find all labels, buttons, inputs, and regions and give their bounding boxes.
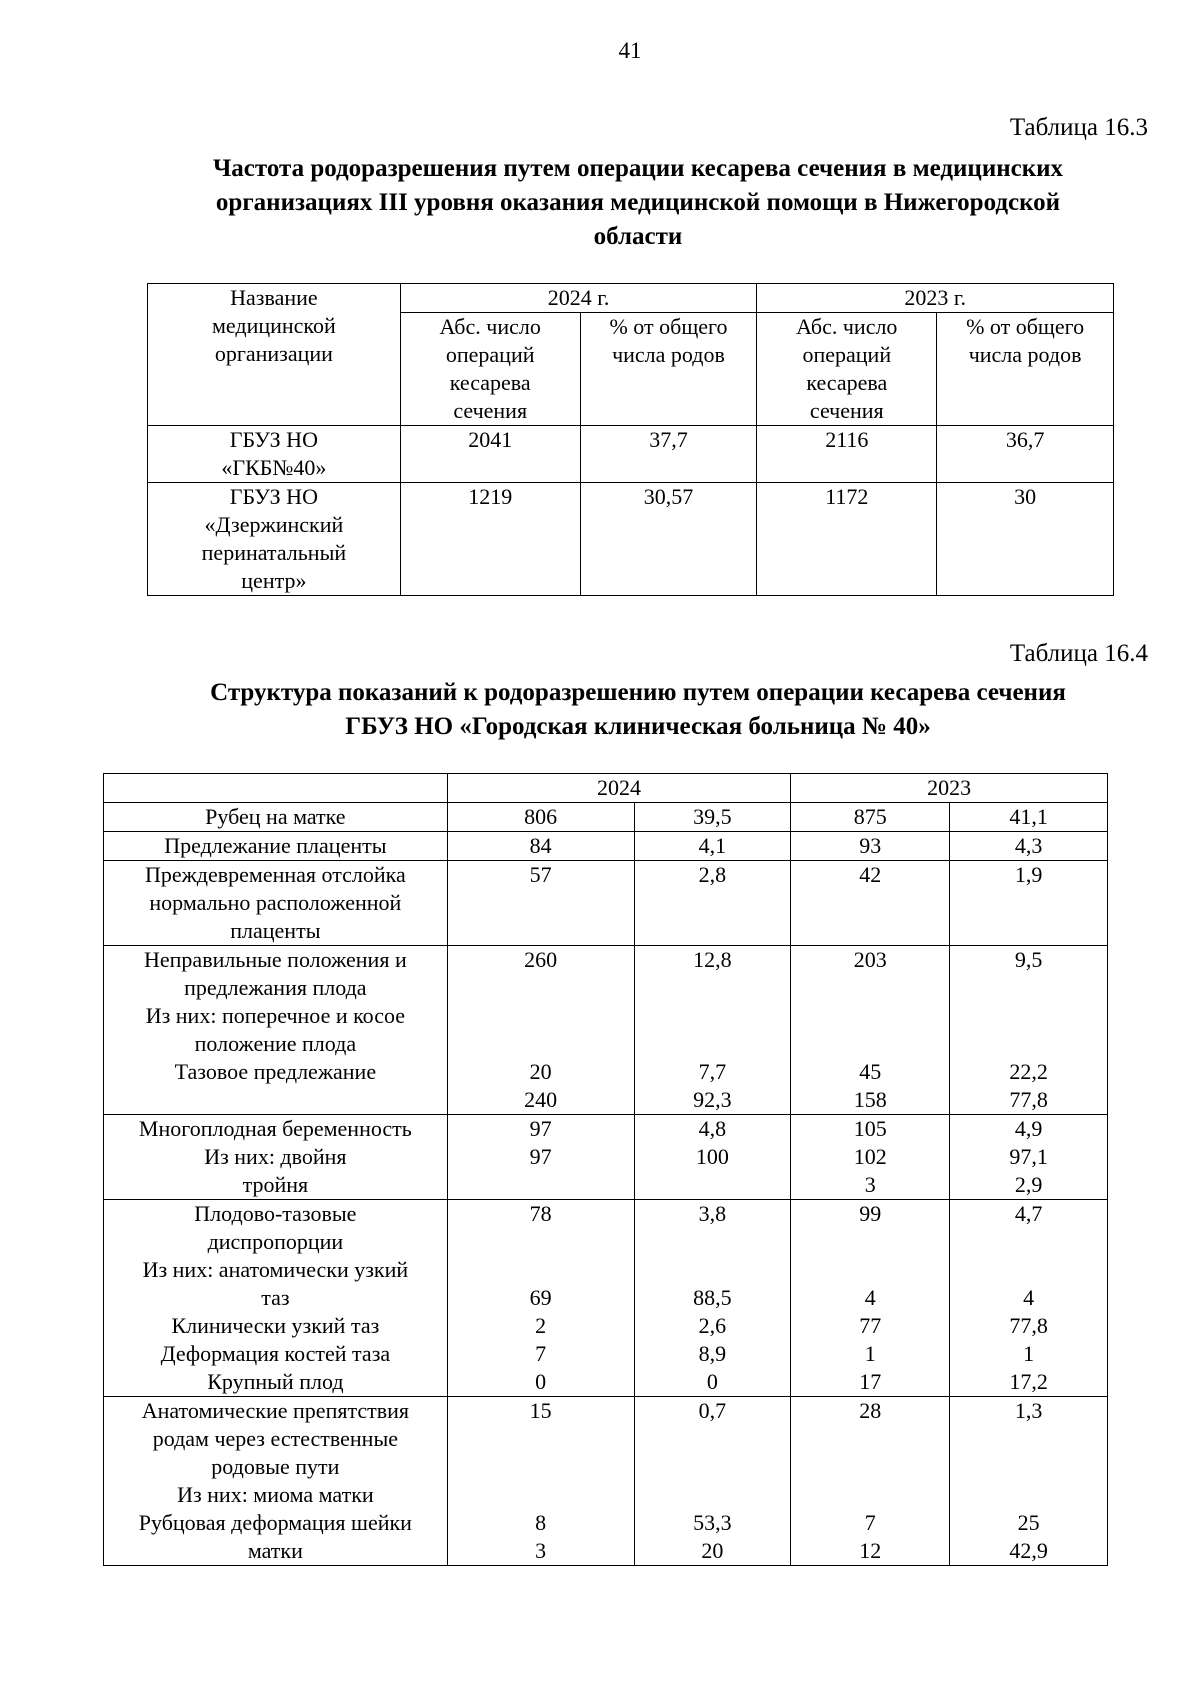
cell-line: 240: [524, 1087, 558, 1112]
cell-line: [954, 1425, 1103, 1453]
cell-line: 77: [859, 1313, 882, 1338]
title-line: области: [593, 223, 683, 250]
indication-cell: [104, 832, 448, 861]
cell-line: 8,9: [698, 1341, 727, 1366]
cell-line: 77,8: [1009, 1087, 1048, 1112]
cell-line: 17: [859, 1369, 882, 1394]
pct-2023-cell: [950, 1115, 1108, 1200]
cell-line: медицинской: [211, 313, 336, 338]
table-row: [104, 832, 1108, 861]
cell-line: [452, 1228, 630, 1256]
cell-line: 97: [529, 1144, 552, 1169]
cell-line: [795, 1030, 945, 1058]
abs-2023-cell: [791, 832, 950, 861]
cell-line: 1: [1023, 1341, 1035, 1366]
cell-line: 69: [529, 1285, 552, 1310]
pct-2023-cell: [950, 1397, 1108, 1566]
cell-line: 1,9: [1014, 862, 1043, 887]
cell-line: [639, 1228, 787, 1256]
cell-line: центр»: [241, 568, 307, 593]
cell-line: 8: [535, 1510, 547, 1535]
cell-line: кесарева: [449, 370, 531, 395]
title-line: организациях III уровня оказания медицинской помощи в Нижегородской: [215, 189, 1061, 216]
cell-line: операций: [445, 342, 535, 367]
cell-line: организации: [214, 341, 333, 366]
cell-line: сечения: [809, 398, 884, 423]
pct-2023-cell: [950, 946, 1108, 1115]
indication-cell: [104, 1115, 448, 1200]
cell-line: ГБУЗ НО: [229, 427, 318, 452]
table-16-3-label: Таблица 16.3: [1009, 114, 1148, 141]
cell-line: 0: [535, 1369, 547, 1394]
cell-line: 875: [853, 804, 887, 829]
cell-line: 25: [1017, 1510, 1040, 1535]
cell-line: операций: [802, 342, 892, 367]
pct-2023-cell: 30: [937, 483, 1114, 596]
cell-line: [639, 1256, 787, 1284]
org-name-cell: [148, 483, 401, 596]
cell-line: 100: [695, 1144, 729, 1169]
cell-line: матки: [247, 1538, 303, 1563]
table-16-4-label: Таблица 16.4: [1009, 640, 1148, 667]
cell-line: Из них: двойня: [204, 1144, 347, 1169]
cell-line: [639, 1453, 787, 1481]
cell-line: 203: [853, 947, 887, 972]
cell-line: «ГКБ№40»: [221, 455, 327, 480]
table-row: [148, 483, 1114, 596]
abs-2023-cell: [791, 803, 950, 832]
cell-line: [452, 974, 630, 1002]
org-name-cell: [148, 426, 401, 483]
cell-line: [452, 1453, 630, 1481]
abs-2024-cell: 2041: [400, 426, 580, 483]
cell-line: родам через естественные: [152, 1426, 399, 1451]
cell-line: 4,9: [1014, 1116, 1043, 1141]
cell-line: 2,9: [1014, 1172, 1043, 1197]
cell-line: 806: [524, 804, 558, 829]
cell-line: Из них: анатомически узкий: [142, 1257, 409, 1282]
cell-line: 22,2: [1009, 1059, 1048, 1084]
cell-line: 9,5: [1014, 947, 1043, 972]
cell-line: Рубцовая деформация шейки: [138, 1510, 412, 1535]
table-row: [148, 426, 1114, 483]
table-16-3-title: [120, 152, 1156, 254]
pct-2023-cell: [950, 832, 1108, 861]
cell-line: 0: [706, 1369, 718, 1394]
table-row: [104, 803, 1108, 832]
cell-line: [954, 1256, 1103, 1284]
cell-line: сечения: [453, 398, 528, 423]
cell-line: [795, 1481, 945, 1509]
pct-2023-cell: [950, 803, 1108, 832]
cell-line: [639, 1171, 787, 1199]
cell-line: % от общего: [966, 314, 1085, 339]
abs-2023-cell: [791, 861, 950, 946]
cell-line: Неправильные положения и: [144, 947, 407, 972]
cell-line: 84: [529, 833, 552, 858]
cell-line: родовые пути: [211, 1454, 340, 1479]
cell-line: таз: [261, 1285, 290, 1310]
cell-line: Абс. число: [796, 314, 898, 339]
title-line: Структура показаний к родоразрешению путем операции кесарева сечения: [210, 679, 1066, 706]
cell-line: 41,1: [1009, 804, 1048, 829]
cell-line: 78: [529, 1201, 552, 1226]
cell-line: плаценты: [230, 918, 321, 943]
cell-line: [954, 1453, 1103, 1481]
cell-line: 2,6: [698, 1313, 727, 1338]
abs-2023-cell: 1172: [757, 483, 937, 596]
header-pct-2023: [937, 313, 1114, 426]
pct-2024-cell: [634, 1397, 791, 1566]
cell-line: [452, 1002, 630, 1030]
header-empty: [104, 774, 448, 803]
cell-line: 7,7: [698, 1059, 727, 1084]
page-number: 41: [618, 38, 642, 63]
cell-line: числа родов: [612, 342, 725, 367]
indication-cell: [104, 946, 448, 1115]
cell-line: Анатомические препятствия: [141, 1398, 410, 1423]
cell-line: [108, 1086, 443, 1114]
cell-line: [795, 1256, 945, 1284]
cell-line: 105: [853, 1116, 887, 1141]
cell-line: Деформация костей таза: [160, 1341, 391, 1366]
indication-cell: [104, 1200, 448, 1397]
pct-2024-cell: [634, 832, 791, 861]
cell-line: [795, 974, 945, 1002]
cell-line: [452, 1171, 630, 1199]
cell-line: 3,8: [698, 1201, 727, 1226]
pct-2024-cell: [634, 1115, 791, 1200]
cell-line: [639, 1425, 787, 1453]
cell-line: 3: [864, 1172, 876, 1197]
abs-2024-cell: [447, 803, 634, 832]
table-row: [104, 946, 1108, 1115]
cell-line: Название: [230, 285, 318, 310]
cell-line: 97,1: [1009, 1144, 1048, 1169]
pct-2023-cell: [950, 1200, 1108, 1397]
abs-2024-cell: [447, 1397, 634, 1566]
cell-line: 57: [529, 862, 552, 887]
cell-line: 1: [864, 1341, 876, 1366]
table-16-4-title: [120, 676, 1156, 744]
cell-line: 2,8: [698, 862, 727, 887]
cell-line: 2: [535, 1313, 547, 1338]
cell-line: 28: [859, 1398, 882, 1423]
cell-line: нормально расположенной: [149, 890, 402, 915]
cell-line: [795, 1425, 945, 1453]
header-year-2023: 2023: [791, 774, 1108, 803]
abs-2024-cell: [447, 1200, 634, 1397]
table-row: [104, 861, 1108, 946]
cell-line: 4,8: [698, 1116, 727, 1141]
cell-line: 45: [859, 1059, 882, 1084]
abs-2023-cell: [791, 1200, 950, 1397]
cell-line: [452, 1030, 630, 1058]
cell-line: 4: [1023, 1285, 1035, 1310]
cell-line: Предлежание плаценты: [164, 833, 387, 858]
cell-line: [452, 1481, 630, 1509]
cell-line: [639, 1481, 787, 1509]
cell-line: 92,3: [693, 1087, 732, 1112]
cell-line: 99: [859, 1201, 882, 1226]
abs-2024-cell: [447, 861, 634, 946]
cell-line: [954, 1228, 1103, 1256]
cell-line: 17,2: [1009, 1369, 1048, 1394]
table-row: [104, 1397, 1108, 1566]
abs-2024-cell: [447, 946, 634, 1115]
indication-cell: [104, 861, 448, 946]
cell-line: 158: [853, 1087, 887, 1112]
header-abs-2023: [757, 313, 937, 426]
cell-line: 0,7: [698, 1398, 727, 1423]
cell-line: 15: [529, 1398, 552, 1423]
cell-line: [954, 1481, 1103, 1509]
cell-line: Многоплодная беременность: [138, 1116, 412, 1141]
pct-2023-cell: 36,7: [937, 426, 1114, 483]
cell-line: 20: [529, 1059, 552, 1084]
cell-line: [795, 1228, 945, 1256]
cell-line: 42,9: [1009, 1538, 1048, 1563]
cell-line: предлежания плода: [184, 975, 367, 1000]
cell-line: 12,8: [693, 947, 732, 972]
cell-line: Рубец на матке: [205, 804, 346, 829]
header-row: [104, 774, 1108, 803]
cell-line: 4: [864, 1285, 876, 1310]
pct-2024-cell: 37,7: [580, 426, 757, 483]
cell-line: % от общего: [609, 314, 728, 339]
pct-2024-cell: [634, 946, 791, 1115]
abs-2023-cell: 2116: [757, 426, 937, 483]
pct-2023-cell: [950, 861, 1108, 946]
cell-line: перинатальный: [201, 540, 347, 565]
abs-2024-cell: [447, 832, 634, 861]
cell-line: 3: [535, 1538, 547, 1563]
abs-2024-cell: [447, 1115, 634, 1200]
cell-line: [452, 1425, 630, 1453]
pct-2024-cell: 30,57: [580, 483, 757, 596]
cell-line: 4,1: [698, 833, 727, 858]
cell-line: 1,3: [1014, 1398, 1043, 1423]
cell-line: 77,8: [1009, 1313, 1048, 1338]
cell-line: Из них: поперечное и косое: [145, 1003, 406, 1028]
cell-line: 7: [864, 1510, 876, 1535]
cell-line: Плодово-тазовые: [194, 1201, 357, 1226]
cell-line: Клинически узкий таз: [171, 1313, 380, 1338]
cell-line: [795, 1453, 945, 1481]
cell-line: 88,5: [693, 1285, 732, 1310]
title-line: Частота родоразрешения путем операции кесарева сечения в медицинских: [212, 155, 1064, 182]
header-org: [148, 284, 401, 426]
cell-line: [639, 1030, 787, 1058]
cell-line: [954, 1030, 1103, 1058]
pct-2024-cell: [634, 803, 791, 832]
cell-line: 39,5: [693, 804, 732, 829]
cell-line: кесарева: [806, 370, 888, 395]
cell-line: [452, 1256, 630, 1284]
abs-2023-cell: [791, 946, 950, 1115]
indication-cell: [104, 803, 448, 832]
header-year-2023: 2023 г.: [757, 284, 1114, 313]
abs-2023-cell: [791, 1397, 950, 1566]
cell-line: «Дзержинский: [204, 512, 344, 537]
cell-line: 12: [859, 1538, 882, 1563]
cell-line: Из них: миома матки: [177, 1482, 374, 1507]
cell-line: 7: [535, 1341, 547, 1366]
title-line: ГБУЗ НО «Городская клиническая больница № 40»: [345, 713, 931, 740]
cell-line: положение плода: [194, 1031, 357, 1056]
cell-line: 20: [701, 1538, 724, 1563]
header-pct-2024: [580, 313, 757, 426]
table-16-3: [147, 283, 1114, 596]
cell-line: Тазовое предлежание: [174, 1059, 377, 1084]
indication-cell: [104, 1397, 448, 1566]
cell-line: 4,3: [1014, 833, 1043, 858]
cell-line: ГБУЗ НО: [229, 484, 318, 509]
cell-line: [954, 1002, 1103, 1030]
cell-line: Абс. число: [439, 314, 541, 339]
abs-2023-cell: [791, 1115, 950, 1200]
cell-line: [954, 974, 1103, 1002]
pct-2024-cell: [634, 1200, 791, 1397]
cell-line: [795, 1002, 945, 1030]
cell-line: [639, 1002, 787, 1030]
cell-line: 260: [524, 947, 558, 972]
cell-line: 4,7: [1014, 1201, 1043, 1226]
cell-line: [639, 974, 787, 1002]
cell-line: числа родов: [968, 342, 1082, 367]
pct-2024-cell: [634, 861, 791, 946]
header-abs-2024: [400, 313, 580, 426]
cell-line: 42: [859, 862, 882, 887]
header-year-2024: 2024 г.: [400, 284, 757, 313]
table-row: [104, 1115, 1108, 1200]
table-16-4: [103, 773, 1108, 1566]
cell-line: 93: [859, 833, 882, 858]
abs-2024-cell: 1219: [400, 483, 580, 596]
header-year-2024: 2024: [447, 774, 791, 803]
cell-line: 97: [529, 1116, 552, 1141]
table-row: [104, 1200, 1108, 1397]
cell-line: Преждевременная отслойка: [144, 862, 406, 887]
cell-line: Крупный плод: [207, 1369, 344, 1394]
cell-line: тройня: [242, 1172, 309, 1197]
cell-line: диспропорции: [207, 1229, 344, 1254]
cell-line: 102: [853, 1144, 887, 1169]
cell-line: 53,3: [693, 1510, 732, 1535]
